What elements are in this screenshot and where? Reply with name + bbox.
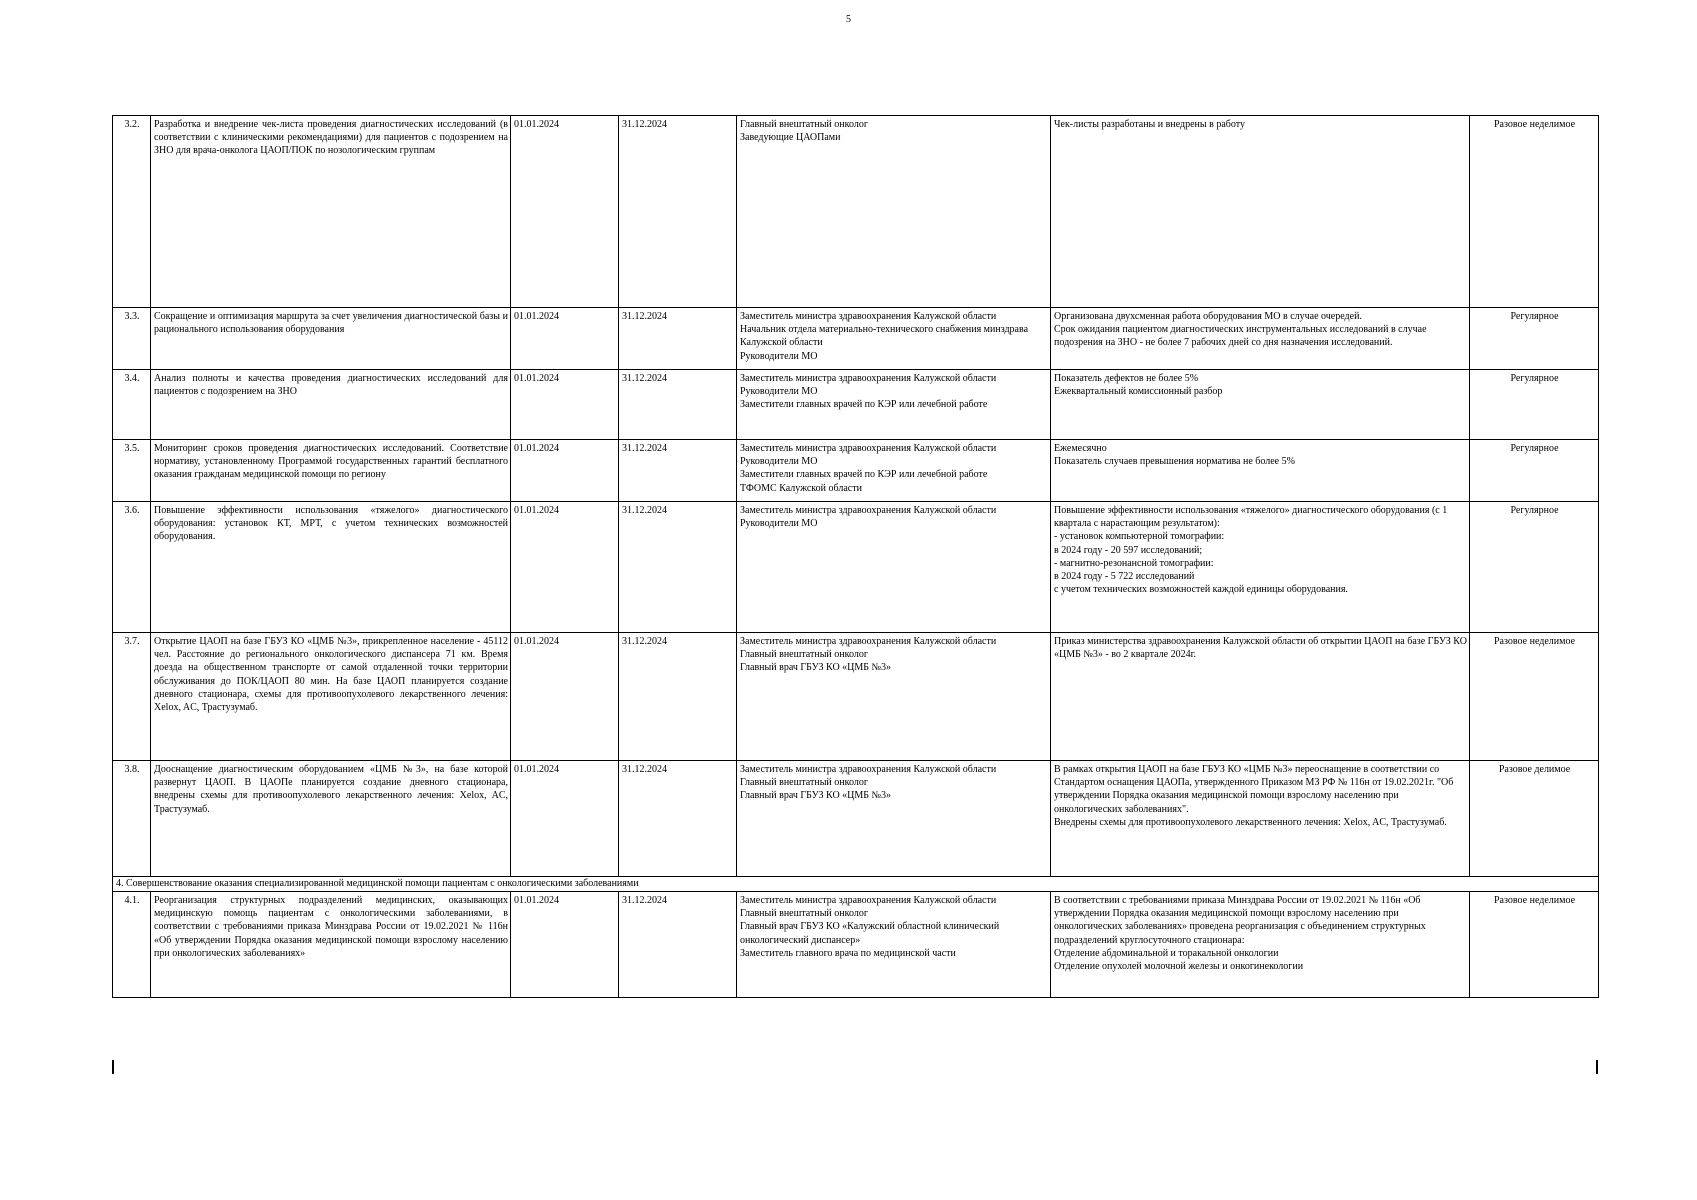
expected-result-line: Ежеквартальный комиссионный разбор: [1054, 386, 1223, 398]
start-date: 01.01.2024: [511, 308, 619, 370]
expected-result-line: Срок ожидания пациентом диагностических инструментальных исследований в случае подозрения на ЗНО - не более 7 рабочих дней со дня назначения исследований.: [1054, 324, 1427, 349]
responsible-persons-line: Главный внештатный онколог: [740, 777, 868, 789]
responsible-persons-line: Руководители МО: [740, 350, 818, 362]
responsible-persons-line: Главный врач ГБУЗ КО «Калужский областной клинический онкологический диспансер»: [740, 921, 1000, 946]
result-type: Разовое делимое: [1470, 761, 1599, 877]
start-date: 01.01.2024: [511, 116, 619, 308]
start-date: 01.01.2024: [511, 370, 619, 440]
responsible-persons-line: Заместитель министра здравоохранения Калужской области: [740, 895, 997, 906]
expected-result-line: Повышение эффективности использования «тяжелого» диагностического оборудования (с 1 квартала с нарастающим результатом):: [1054, 505, 1448, 530]
end-date: 31.12.2024: [619, 116, 737, 308]
responsible-persons-line: Заместитель министра здравоохранения Калужской области: [740, 636, 997, 647]
expected-result-line: Показатель случаев превышения норматива не более 5%: [1054, 456, 1295, 468]
end-date: 31.12.2024: [619, 308, 737, 370]
responsible-persons-line: Руководители МО: [740, 386, 818, 398]
activities-table: [112, 115, 1599, 998]
expected-result-line: с учетом технических возможностей каждой единицы оборудования.: [1054, 584, 1348, 596]
expected-result-line: Ежемесячно: [1054, 443, 1107, 454]
responsible-persons-line: Главный внештатный онколог: [740, 908, 868, 920]
expected-result: [1051, 761, 1470, 877]
expected-result: [1051, 370, 1470, 440]
responsible-persons: [737, 308, 1051, 370]
responsible-persons: [737, 370, 1051, 440]
page-number: 5: [846, 14, 851, 25]
table-row: [113, 502, 1599, 633]
expected-result: [1051, 116, 1470, 308]
expected-result-line: Показатель дефектов не более 5%: [1054, 373, 1199, 384]
task-description: Реорганизация структурных подразделений медицинских, оказывающих медицинскую помощь пациентам с онкологическими заболеваниями, в соответствии с требованиями приказа Минздрава России от 19.02.2021 № 116н «Об утверждении Порядка оказания медицинской помощи взрослому населению при онкологических заболеваниях»: [151, 892, 511, 998]
table-frame-right: [1596, 1060, 1598, 1074]
table-row: [113, 892, 1599, 998]
expected-result: [1051, 440, 1470, 502]
task-description: Разработка и внедрение чек-листа проведения диагностических исследований (в соответствии с клиническими рекомендациями) для пациентов с подозрением на ЗНО для врача-онколога ЦАОП/ПОК по нозологическим группам: [151, 116, 511, 308]
row-number: 3.6.: [113, 502, 151, 633]
responsible-persons: [737, 892, 1051, 998]
responsible-persons: [737, 440, 1051, 502]
section-header-row: [113, 877, 1599, 892]
expected-result-line: в 2024 году - 5 722 исследований: [1054, 571, 1195, 583]
responsible-persons-line: Главный внештатный онколог: [740, 119, 868, 130]
responsible-persons: [737, 502, 1051, 633]
start-date: 01.01.2024: [511, 633, 619, 761]
table-frame-left: [112, 1060, 114, 1074]
end-date: 31.12.2024: [619, 892, 737, 998]
responsible-persons-line: Заместитель министра здравоохранения Калужской области: [740, 443, 997, 454]
expected-result-line: Организована двухсменная работа оборудования МО в случае очередей.: [1054, 311, 1362, 322]
end-date: 31.12.2024: [619, 761, 737, 877]
table-row: [113, 761, 1599, 877]
expected-result-line: В рамках открытия ЦАОП на базе ГБУЗ КО «ЦМБ №3» переоснащение в соответствии со Стандартом оснащения ЦАОПа, утвержденного Приказом МЗ РФ № 116н от 19.02.2021г. "Об утверждении Порядка оказания медицинской помощи взрослому населению при онкологических заболеваниях".: [1054, 764, 1454, 815]
row-number: 3.2.: [113, 116, 151, 308]
task-description: Мониторинг сроков проведения диагностических исследований. Соответствие нормативу, установленному Программой государственных гарантий бесплатного оказания гражданам медицинской помощи по региону: [151, 440, 511, 502]
responsible-persons-line: Руководители МО: [740, 518, 818, 530]
table-row: [113, 633, 1599, 761]
expected-result: [1051, 308, 1470, 370]
section-4-title: 4. Совершенствование оказания специализированной медицинской помощи пациентам с онкологическими заболеваниями: [113, 877, 1599, 892]
responsible-persons-line: Заместитель министра здравоохранения Калужской области: [740, 373, 997, 384]
row-number: 3.3.: [113, 308, 151, 370]
responsible-persons-line: Главный врач ГБУЗ КО «ЦМБ №3»: [740, 662, 892, 674]
expected-result-line: Отделение абдоминальной и торакальной онкологии: [1054, 947, 1279, 959]
expected-result-line: в 2024 году - 20 597 исследований;: [1054, 544, 1203, 556]
row-number: 4.1.: [113, 892, 151, 998]
task-description: Повышение эффективности использования «тяжелого» диагностического оборудования: установок КТ, МРТ, с учетом технических возможностей оборудования.: [151, 502, 511, 633]
table-row: [113, 440, 1599, 502]
end-date: 31.12.2024: [619, 370, 737, 440]
responsible-persons-line: Главный внештатный онколог: [740, 649, 868, 661]
result-type: Регулярное: [1470, 440, 1599, 502]
expected-result-line: Приказ министерства здравоохранения Калужской области об открытии ЦАОП на базе ГБУЗ КО «ЦМБ №3» - во 2 квартале 2024г.: [1054, 636, 1467, 661]
expected-result-line: Чек-листы разработаны и внедрены в работу: [1054, 119, 1245, 130]
expected-result-line: Отделение опухолей молочной железы и онкогинекологии: [1054, 961, 1304, 973]
task-description: Дооснащение диагностическим оборудованием «ЦМБ №3», на базе которой развернут ЦАОП. В ЦАОПе планируется создание дневного стационара, внедрены схемы для противоопухолевого лекарственного лечения: Xelox, AC, Трастузумаб.: [151, 761, 511, 877]
expected-result-line: - магнитно-резонансной томографии:: [1054, 557, 1214, 569]
responsible-persons-line: Заместитель министра здравоохранения Калужской области: [740, 505, 997, 516]
end-date: 31.12.2024: [619, 440, 737, 502]
row-number: 3.7.: [113, 633, 151, 761]
task-description: Сокращение и оптимизация маршрута за счет увеличения диагностической базы и рационального использования оборудования: [151, 308, 511, 370]
row-number: 3.5.: [113, 440, 151, 502]
start-date: 01.01.2024: [511, 502, 619, 633]
responsible-persons-line: Заведующие ЦАОПами: [740, 132, 841, 144]
responsible-persons-line: Заместители главных врачей по КЭР или лечебной работе: [740, 469, 988, 481]
row-number: 3.4.: [113, 370, 151, 440]
result-type: Регулярное: [1470, 502, 1599, 633]
responsible-persons: [737, 116, 1051, 308]
expected-result: [1051, 502, 1470, 633]
task-description: Анализ полноты и качества проведения диагностических исследований для пациентов с подозрением на ЗНО: [151, 370, 511, 440]
result-type: Разовое неделимое: [1470, 892, 1599, 998]
responsible-persons-line: ТФОМС Калужской области: [740, 482, 862, 494]
responsible-persons-line: Заместитель главного врача по медицинской части: [740, 947, 956, 959]
expected-result-line: В соответствии с требованиями приказа Минздрава России от 19.02.2021 № 116н «Об утверждении Порядка оказания медицинской помощи взрослому населению при онкологических заболеваниях» проведена реорганизация с объединением структурных подразделений круглосуточного стационара:: [1054, 895, 1426, 946]
responsible-persons-line: Начальник отдела материально-технического снабжения минздрава Калужской области: [740, 324, 1029, 349]
expected-result-line: - установок компьютерной томографии:: [1054, 531, 1225, 543]
activities-table-body: [113, 116, 1599, 998]
start-date: 01.01.2024: [511, 892, 619, 998]
responsible-persons-line: Руководители МО: [740, 456, 818, 468]
responsible-persons: [737, 761, 1051, 877]
responsible-persons-line: Главный врач ГБУЗ КО «ЦМБ №3»: [740, 790, 892, 802]
end-date: 31.12.2024: [619, 633, 737, 761]
table-row: [113, 116, 1599, 308]
row-number: 3.8.: [113, 761, 151, 877]
expected-result-line: Внедрены схемы для противоопухолевого лекарственного лечения: Xelox, AC, Трастузумаб.: [1054, 816, 1447, 828]
start-date: 01.01.2024: [511, 761, 619, 877]
expected-result: [1051, 633, 1470, 761]
expected-result: [1051, 892, 1470, 998]
responsible-persons-line: Заместитель министра здравоохранения Калужской области: [740, 764, 997, 775]
task-description: Открытие ЦАОП на базе ГБУЗ КО «ЦМБ №3», прикрепленное население - 45112 чел. Расстояние до регионального онкологического диспансера 71 км. Время доезда на общественном транспорте от самой отдаленной точки территории обслуживания до ПОК/ЦАОП 80 мин. На базе ЦАОП планируется создание дневного стационара, схемы для противоопухолевого лекарственного лечения: Xelox, AC, Трастузумаб.: [151, 633, 511, 761]
end-date: 31.12.2024: [619, 502, 737, 633]
result-type: Регулярное: [1470, 308, 1599, 370]
responsible-persons: [737, 633, 1051, 761]
result-type: Регулярное: [1470, 370, 1599, 440]
result-type: Разовое неделимое: [1470, 116, 1599, 308]
result-type: Разовое неделимое: [1470, 633, 1599, 761]
responsible-persons-line: Заместитель министра здравоохранения Калужской области: [740, 311, 997, 322]
table-row: [113, 370, 1599, 440]
table-row: [113, 308, 1599, 370]
start-date: 01.01.2024: [511, 440, 619, 502]
responsible-persons-line: Заместители главных врачей по КЭР или лечебной работе: [740, 399, 988, 411]
